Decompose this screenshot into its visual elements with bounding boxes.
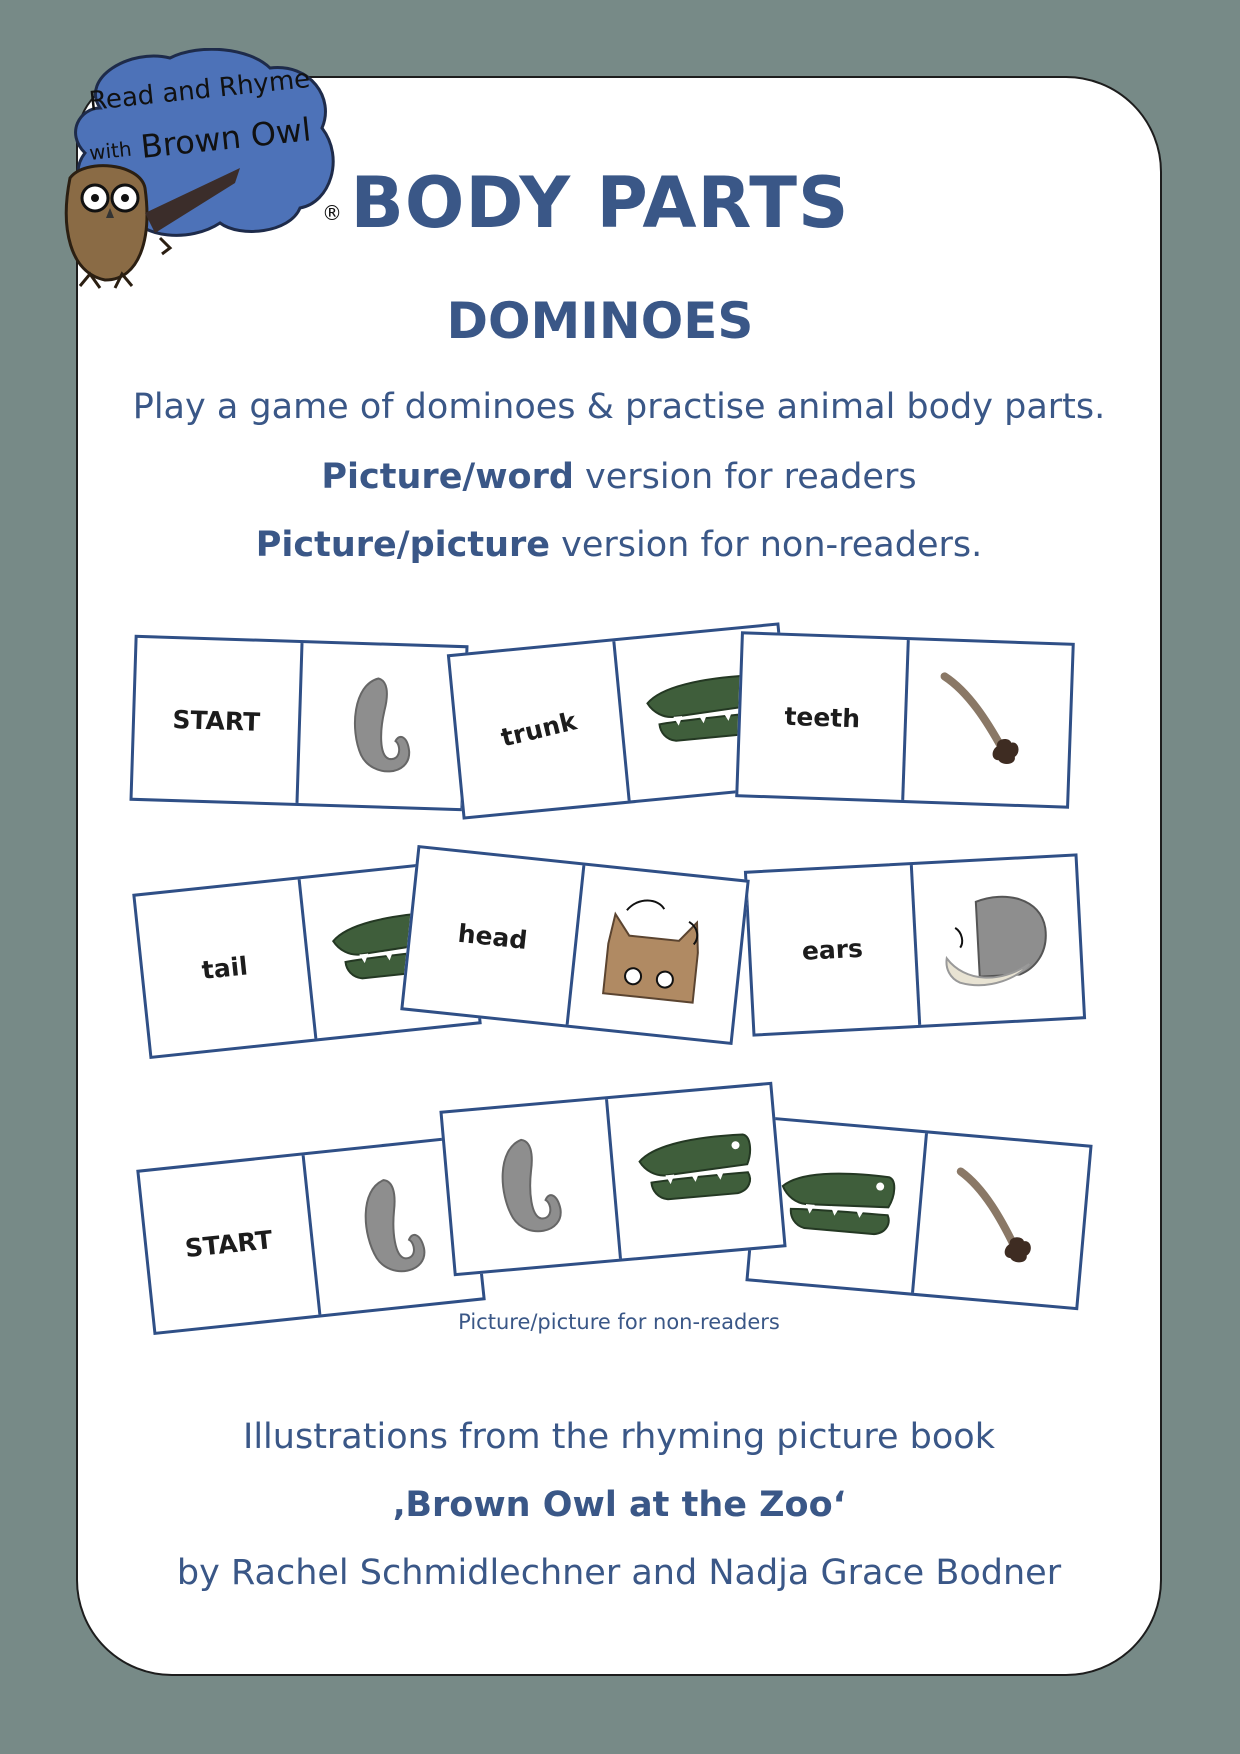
trunk-icon [328, 1165, 459, 1287]
nonreaders-version-text [76, 525, 1162, 565]
owl-head-icon [592, 893, 723, 1015]
tail-icon [926, 666, 1050, 780]
elephant-head-icon [935, 883, 1061, 999]
domino-word: trunk [498, 705, 580, 752]
readers-version-rest: version for readers [573, 457, 917, 497]
trunk-icon [320, 669, 443, 783]
domino-word: START [183, 1224, 274, 1263]
page-title: BODY PARTS [350, 162, 850, 244]
intro-text: Play a game of dominoes & practise animal body parts. [132, 387, 1106, 427]
tail-icon [937, 1160, 1066, 1280]
image-caption: Picture/picture for non-readers [458, 1310, 780, 1334]
domino-word: teeth [784, 701, 861, 733]
domino-ears[interactable] [744, 853, 1086, 1036]
trunk-icon [466, 1126, 595, 1246]
page-subtitle: DOMINOES [446, 292, 754, 350]
readers-version-text [76, 457, 1162, 497]
domino-word: tail [200, 950, 250, 985]
nonreaders-version-rest: version for non-readers. [550, 525, 983, 565]
domino-start-picture[interactable] [136, 1135, 486, 1335]
svg-text:Brown Owl: Brown Owl [138, 110, 313, 166]
crocodile-jaws-icon [772, 1146, 901, 1266]
domino-word: START [172, 704, 261, 737]
domino-head[interactable] [400, 845, 750, 1045]
credits-authors: by Rachel Schmidlechner and Nadja Grace Bodner [176, 1553, 1062, 1593]
readers-version-bold: Picture/word [321, 457, 574, 497]
book-title: ‚Brown Owl at the Zoo‘ [392, 1485, 846, 1525]
svg-text:with: with [88, 136, 133, 165]
domino-word: head [456, 918, 529, 955]
domino-croc-tail[interactable] [745, 1116, 1092, 1310]
domino-teeth[interactable] [735, 631, 1075, 809]
svg-text:®: ® [322, 201, 342, 225]
domino-word: ears [801, 933, 864, 966]
nonreaders-version-bold: Picture/picture [255, 525, 551, 565]
domino-trunk-croc[interactable] [439, 1082, 786, 1276]
svg-text:Read and Rhyme: Read and Rhyme [87, 63, 312, 117]
domino-start[interactable] [129, 635, 468, 811]
credits-intro: Illustrations from the rhyming picture book [243, 1417, 995, 1457]
crocodile-jaws-icon [631, 1112, 760, 1232]
